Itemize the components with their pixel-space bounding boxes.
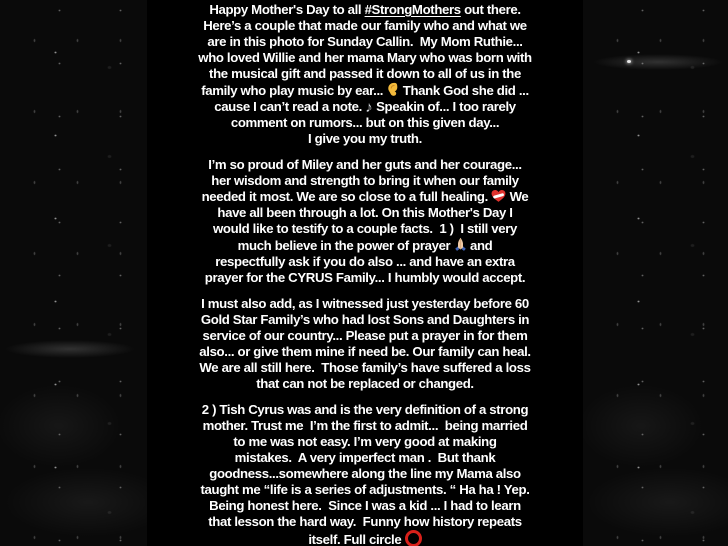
post-line [147, 2, 583, 18]
post-line: that can not be replaced or changed. [256, 376, 474, 391]
line-text: needed it most. We are so close to a full healing. [201, 189, 492, 204]
post-line: have all been through a lot. On this Mother's Day I [217, 205, 513, 220]
line-text: and [466, 238, 493, 253]
line-text: cause I can’t read a note. [214, 99, 366, 114]
post-text-panel [147, 0, 583, 546]
post-line: to me was not easy. I’m very good at making [233, 434, 497, 449]
texture-bright-speck [627, 60, 631, 63]
post-line [147, 189, 583, 205]
post-line: who loved Willie and her mama Mary who was born with [198, 50, 532, 65]
post-line: mother. Trust me I’m the first to admit... being married [202, 418, 528, 433]
post-line: mistakes. A very imperfect man . But thank [234, 450, 496, 465]
ear-emoji-icon [386, 82, 399, 97]
post-line [147, 82, 583, 99]
post-line: Being honest here. Since I was a kid ... I had to learn [209, 498, 521, 513]
post-line: I give you my truth. [308, 131, 422, 146]
post-line: taught me “life is a series of adjustments. “ Ha ha ! Yep. [200, 482, 530, 497]
texture-streak [5, 340, 135, 358]
post-line [147, 237, 583, 254]
texture-streak [593, 54, 723, 70]
post-line: We are all still here. Those family’s have suffered a loss [199, 360, 531, 375]
post-line: the musical gift and passed it down to all of us in the [209, 66, 521, 81]
post-line: service of our country... Please put a prayer in for them [202, 328, 528, 343]
background-texture-right [583, 0, 728, 546]
post-line: 2 ) Tish Cyrus was and is the very definition of a strong [201, 402, 529, 417]
line-text: much believe in the power of prayer [237, 238, 454, 253]
post-line: cause I can’t read a note. ♪ Speakin of... I too rarely [214, 99, 516, 116]
line-text: itself. Full circle [308, 532, 405, 546]
post-line: that lesson the hard way. Funny how history repeats [208, 514, 522, 529]
prayer-hands-emoji-icon [454, 237, 467, 252]
mending-heart-emoji-icon [491, 189, 506, 203]
post-line [147, 530, 583, 546]
line-text: Speakin of... I too rarely [372, 99, 516, 114]
line-text: family who play music by ear... [201, 83, 387, 98]
post-line: prayer for the CYRUS Family... I humbly would accept. [204, 270, 526, 285]
post-line: comment on rumors... but on this given day... [230, 115, 500, 130]
post-line: Here’s a couple that made our family who and what we [203, 18, 527, 33]
paragraph-3 [147, 296, 583, 392]
post-line: I must also add, as I witnessed just yesterday before 60 [201, 296, 529, 311]
post-line: respectfully ask if you do also ... and have an extra [215, 254, 515, 269]
line-text: We [506, 189, 529, 204]
post-line: also... or give them mine if need be. Our family can heal. [199, 344, 531, 359]
post-line: are in this photo for Sunday Callin. My Mom Ruthie... [207, 34, 523, 49]
red-circle-emoji-icon [405, 530, 422, 546]
line-text: Happy Mother's Day to all [209, 2, 365, 17]
post-line: goodness...somewhere along the line my Mama also [209, 466, 521, 481]
paragraph-4 [147, 402, 583, 546]
post-line: her wisdom and strength to bring it when our family [211, 173, 519, 188]
hashtag-strongmothers[interactable]: #StrongMothers [364, 2, 461, 17]
line-text: Thank God she did ... [399, 83, 529, 98]
post-line: I’m so proud of Miley and her guts and her courage... [208, 157, 522, 172]
paragraph-1 [147, 2, 583, 147]
line-text: out there. [460, 2, 521, 17]
paragraph-2 [147, 157, 583, 286]
background-texture-left [0, 0, 147, 546]
post-line: would like to testify to a couple facts. 1 ) I still very [213, 221, 517, 236]
post-line: Gold Star Family’s who had lost Sons and Daughters in [200, 312, 530, 327]
